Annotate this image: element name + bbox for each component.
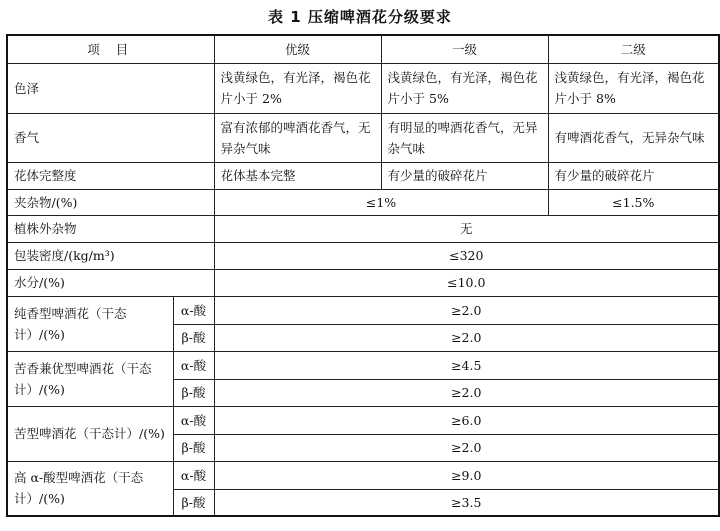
color-second: 浅黄绿色，有光泽，褐色花片小于 8% bbox=[548, 63, 719, 113]
row-label-dual-hop: 苦香兼优型啤酒花（干态计）/(%) bbox=[7, 351, 173, 406]
row-label-moisture: 水分/(%) bbox=[7, 269, 214, 296]
color-first: 浅黄绿色，有光泽，褐色花片小于 5% bbox=[381, 63, 548, 113]
bitter-hop-beta: ≥2.0 bbox=[214, 434, 719, 461]
high-alpha-hop-alpha: ≥9.0 bbox=[214, 461, 719, 489]
table-row bbox=[7, 189, 719, 215]
row-label-foreign: 植株外杂物 bbox=[7, 215, 214, 242]
bitter-hop-alpha: ≥6.0 bbox=[214, 406, 719, 434]
alpha-acid-label: α-酸 bbox=[173, 461, 214, 489]
integrity-premium: 花体基本完整 bbox=[214, 162, 381, 189]
row-label-color: 色泽 bbox=[7, 63, 214, 113]
table-row bbox=[7, 162, 719, 189]
moisture-value: ≤10.0 bbox=[214, 269, 719, 296]
table-row bbox=[7, 296, 719, 324]
table-row bbox=[7, 215, 719, 242]
table-title: 表 1 压缩啤酒花分级要求 bbox=[268, 8, 452, 26]
beta-acid-label: β-酸 bbox=[173, 434, 214, 461]
table-row bbox=[7, 461, 719, 489]
beta-acid-label: β-酸 bbox=[173, 489, 214, 516]
table-row bbox=[7, 113, 719, 162]
alpha-acid-label: α-酸 bbox=[173, 296, 214, 324]
aroma-hop-beta: ≥2.0 bbox=[214, 324, 719, 351]
aroma-hop-alpha: ≥2.0 bbox=[214, 296, 719, 324]
beta-acid-label: β-酸 bbox=[173, 324, 214, 351]
table-row bbox=[7, 406, 719, 434]
row-label-high-alpha-hop: 高 α-酸型啤酒花（干态计）/(%) bbox=[7, 461, 173, 516]
header-grade-second: 二级 bbox=[548, 35, 719, 63]
table-row bbox=[7, 242, 719, 269]
row-label-impurity: 夹杂物/(%) bbox=[7, 189, 214, 215]
impurity-premium-first: ≤1% bbox=[214, 189, 548, 215]
row-label-aroma-hop: 纯香型啤酒花（干态计）/(%) bbox=[7, 296, 173, 351]
foreign-value: 无 bbox=[214, 215, 719, 242]
header-item: 项 目 bbox=[7, 35, 214, 63]
hop-grading-table bbox=[6, 34, 720, 517]
table-row bbox=[7, 269, 719, 296]
header-row bbox=[7, 35, 719, 63]
aroma-second: 有啤酒花香气，无异杂气味 bbox=[548, 113, 719, 162]
aroma-premium: 富有浓郁的啤酒花香气，无异杂气味 bbox=[214, 113, 381, 162]
integrity-first: 有少量的破碎花片 bbox=[381, 162, 548, 189]
impurity-second: ≤1.5% bbox=[548, 189, 719, 215]
table-row bbox=[7, 351, 719, 379]
alpha-acid-label: α-酸 bbox=[173, 351, 214, 379]
alpha-acid-label: α-酸 bbox=[173, 406, 214, 434]
row-label-aroma: 香气 bbox=[7, 113, 214, 162]
density-value: ≤320 bbox=[214, 242, 719, 269]
header-grade-premium: 优级 bbox=[214, 35, 381, 63]
row-label-density: 包装密度/(kg/m³) bbox=[7, 242, 214, 269]
high-alpha-hop-beta: ≥3.5 bbox=[214, 489, 719, 516]
header-grade-first: 一级 bbox=[381, 35, 548, 63]
dual-hop-beta: ≥2.0 bbox=[214, 379, 719, 406]
dual-hop-alpha: ≥4.5 bbox=[214, 351, 719, 379]
beta-acid-label: β-酸 bbox=[173, 379, 214, 406]
aroma-first: 有明显的啤酒花香气，无异杂气味 bbox=[381, 113, 548, 162]
row-label-integrity: 花体完整度 bbox=[7, 162, 214, 189]
integrity-second: 有少量的破碎花片 bbox=[548, 162, 719, 189]
row-label-bitter-hop: 苦型啤酒花（干态计）/(%) bbox=[7, 406, 173, 461]
color-premium: 浅黄绿色，有光泽，褐色花片小于 2% bbox=[214, 63, 381, 113]
table-row bbox=[7, 63, 719, 113]
